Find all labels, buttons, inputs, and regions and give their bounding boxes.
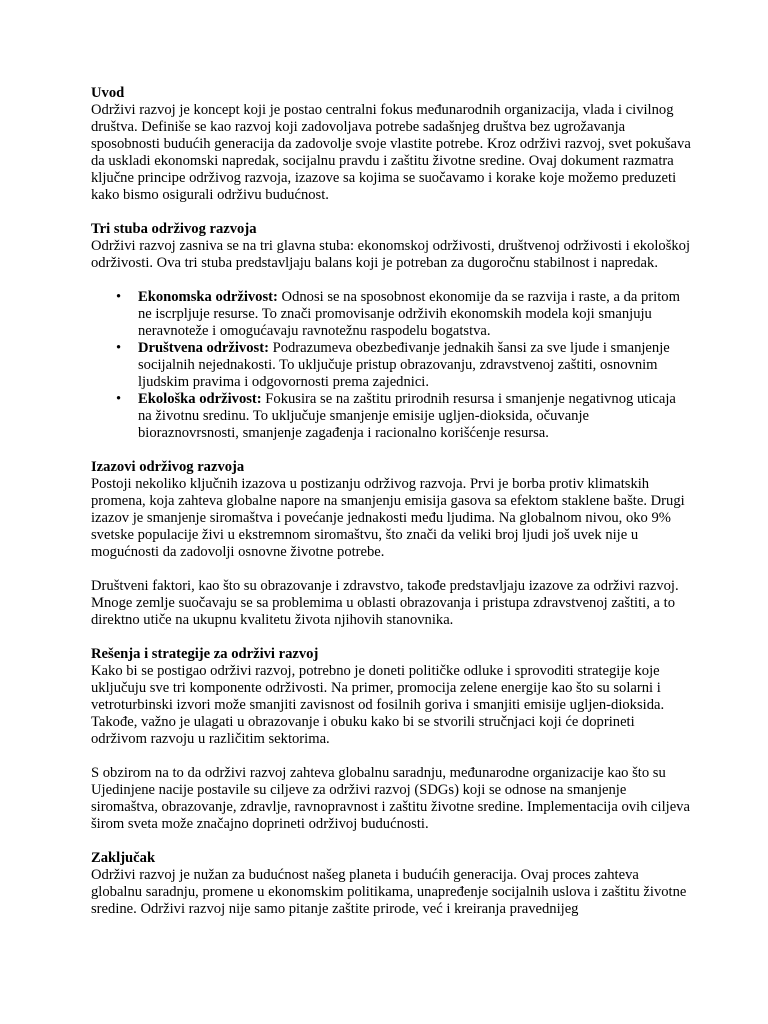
list-item <box>116 340 691 391</box>
bullet-term: Društvena održivost: <box>138 340 269 356</box>
paragraph: Održivi razvoj je koncept koji je postao centralni fokus međunarodnih organizacija, vlada i civilnog društva. Definiše se kao razvoj koji zadovoljava potrebe sadašnjeg društva bez ugrožavanja sposobnosti budućih generacija da zadovolje svoje vlastite potrebe. Kroz održivi razvoj, svet pokušava da uskladi ekonomski napredak, socijalnu pravdu i zaštitu životne sredine. Ovaj dokument razmatra ključne principe održivog razvoja, izazove sa kojima se suočavamo i korake koje možemo preduzeti kako bismo osigurali održivu budućnost. <box>91 102 691 203</box>
section-tri-stuba <box>91 221 691 442</box>
bullet-term: Ekonomska održivost: <box>138 289 278 305</box>
document-page <box>91 85 691 935</box>
paragraph: Postoji nekoliko ključnih izazova u postizanju održivog razvoja. Prvi je borba protiv klimatskih promena, koja zahteva globalne napore na smanjenju emisija gasova sa efektom staklene bašte. Drugi izazov je smanjenje siromaštva i povećanje jednakosti među ljudima. Na globalnom nivou, oko 9% svetske populacije živi u ekstremnom siromaštvu, što znači da veliki broj ljudi još uvek nije u mogućnosti da zadovolji osnovne životne potrebe. <box>91 476 685 560</box>
bullet-list <box>91 289 691 442</box>
list-item <box>116 391 691 442</box>
bullet-text: Podrazumeva obezbeđivanje jednakih šansi za sve ljude i smanjenje socijalnih nejednakosti. To uključuje pristup obrazovanju, zdravstvenoj zaštiti, osnovnim ljudskim pravima i odgovornosti prema zajednici. <box>138 340 670 390</box>
section-uvod <box>91 85 691 204</box>
section-heading: Zaključak <box>91 850 156 866</box>
section-heading: Izazovi održivog razvoja <box>91 459 245 475</box>
paragraph: S obzirom na to da održivi razvoj zahteva globalnu saradnju, međunarodne organizacije kao što su Ujedinjene nacije postavile su ciljeve za održivi razvoj (SDGs) koji se odnose na smanjenje siromaštva, obrazovanje, zdravlje, ravnopravnost i zaštitu životne sredine. Implementacija ovih ciljeva širom sveta može značajno doprineti održivoj budućnosti. <box>91 765 690 832</box>
bullet-icon: • <box>116 391 122 407</box>
paragraph: Kako bi se postigao održivi razvoj, potrebno je doneti političke odluke i sprovoditi strategije koje uključuju sve tri komponente održivosti. Na primer, promocija zelene energije kao što su solarni i vetroturbinski izvori može smanjiti zavisnost od fosilnih goriva i smanjiti emisije ugljen-dioksida. Takođe, važno je ulagati u obrazovanje i obuku kako bi se stvorili stručnjaci koji će doprineti održivom razvoju u različitim sektorima. <box>91 663 665 747</box>
section-heading: Uvod <box>91 85 125 101</box>
bullet-icon: • <box>116 289 122 305</box>
paragraph: Održivi razvoj je nužan za budućnost našeg planeta i budućih generacija. Ovaj proces zahteva globalnu saradnju, promene u ekonomskim politikama, unapređenje socijalnih uslova i zaštitu životne sredine. Održivi razvoj nije samo pitanje zaštite prirode, već i kreiranja pravednijeg <box>91 867 687 917</box>
bullet-text: Odnosi se na sposobnost ekonomije da se razvija i raste, a da pritom ne iscrpljuje resurse. To znači promovisanje održivih ekonomskih modela koji smanjuju neravnoteže i omogućavaju ravnotežnu raspodelu bogatstva. <box>138 289 680 339</box>
paragraph: Društveni faktori, kao što su obrazovanje i zdravstvo, takođe predstavljaju izazove za održivi razvoj. Mnoge zemlje suočavaju se sa problemima u oblasti obrazovanja i pristupa zdravstvenoj zaštiti, a to direktno utiče na ukupnu kvalitetu života njihovih stanovnika. <box>91 578 679 628</box>
section-zakljucak <box>91 850 691 918</box>
bullet-term: Ekološka održivost: <box>138 391 262 407</box>
section-resenja <box>91 646 691 833</box>
section-heading: Tri stuba održivog razvoja <box>91 221 257 237</box>
section-heading: Rešenja i strategije za održivi razvoj <box>91 646 319 662</box>
bullet-icon: • <box>116 340 122 356</box>
list-item <box>116 289 691 340</box>
section-izazovi <box>91 459 691 629</box>
paragraph: Održivi razvoj zasniva se na tri glavna stuba: ekonomskoj održivosti, društvenoj održivosti i ekološkoj održivosti. Ova tri stuba predstavljaju balans koji je potreban za dugoročnu stabilnost i napredak. <box>91 238 691 271</box>
bullet-text: Fokusira se na zaštitu prirodnih resursa i smanjenje negativnog uticaja na životnu sredinu. To uključuje smanjenje emisije ugljen-dioksida, očuvanje bioraznovrsnosti, smanjenje zagađenja i racionalno korišćenje resursa. <box>138 391 676 441</box>
